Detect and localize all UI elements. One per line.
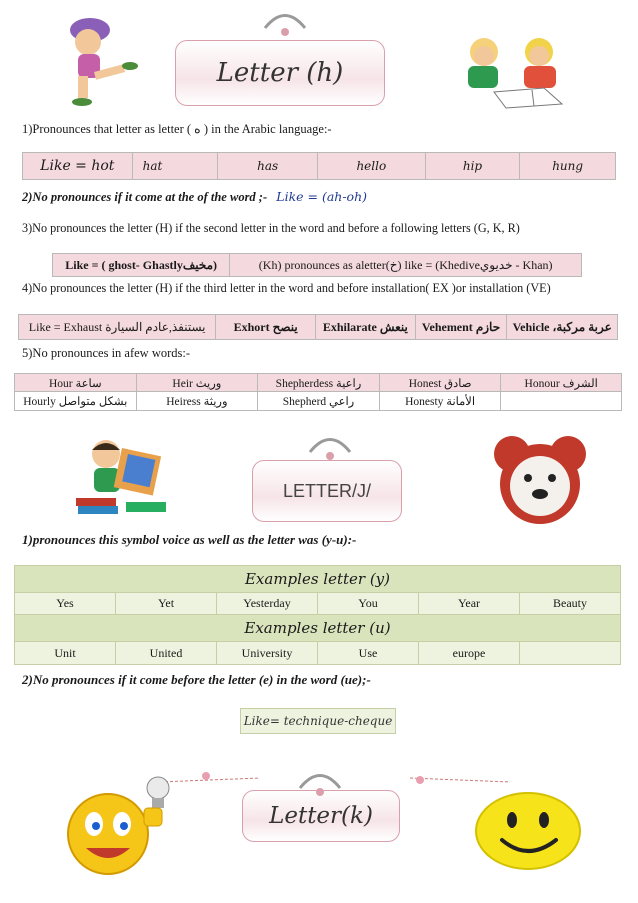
table-cell: University [217, 642, 318, 664]
table-cell [520, 642, 620, 664]
table-cell: United [116, 642, 217, 664]
table-cell: Shepherdess راعية [258, 374, 380, 391]
j-rule-2-text: 2)No pronounces if it come before the letter (e) in the word (ue);- [22, 672, 371, 687]
table-cell: Honest صادق [380, 374, 502, 391]
table-cell: Shepherd راعي [258, 392, 380, 410]
table-cell: hung [552, 159, 584, 173]
table-cell: hat [133, 153, 219, 179]
table-cell: Like = ( ghost- Ghastlyمخيف) [53, 254, 230, 276]
table-cell: Yet [116, 593, 217, 614]
table-cell: Yesterday [217, 593, 318, 614]
technique-example-box [240, 708, 396, 734]
table-cell: has [218, 153, 318, 179]
table-cell: Year [419, 593, 520, 614]
table-cell: Like = Exhaust يستنفذ,عادم السيارة [19, 315, 216, 339]
table-cell: Honesty الأمانة [380, 392, 502, 410]
rule-5-text: 5)No pronounces in afew words:- [22, 346, 191, 360]
table-row [15, 593, 620, 615]
table-cell: Hourly بشكل متواصل [15, 392, 137, 410]
table-cell: Vehicle ،عربة مركبة [512, 319, 612, 334]
table-cell: hello [318, 153, 426, 179]
table-cell: europe [419, 642, 520, 664]
y-u-examples-table [14, 565, 621, 665]
stethoscope-ornament-icon [255, 8, 315, 38]
letter-h-title-banner [175, 40, 385, 106]
table-cell: Beauty [553, 596, 587, 610]
j-rule-1-text: 1)pronounces this symbol voice as well as the letter was (y-u):- [22, 532, 357, 547]
smiley-face-illustration [472, 790, 584, 872]
technique-example-text: Like= technique-cheque [243, 714, 393, 728]
smiley-with-lightbulb-illustration [62, 772, 174, 888]
letter-h-title: Letter (h) [216, 58, 344, 88]
examples-y-header: Examples letter (y) [15, 566, 620, 593]
letter-j-title-banner [252, 460, 402, 522]
ex-ve-examples-table [18, 314, 618, 340]
rule-1-text: 1)Pronounces that letter as letter ( ه ) in the Arabic language:- [22, 122, 332, 136]
table-cell: (Kh) pronounces as aletter(خ) like = (Khediveخديوي - Khan) [258, 257, 553, 272]
table-cell: Exhort ينصح [216, 315, 316, 339]
table-row [15, 374, 621, 392]
table-row [15, 392, 621, 410]
table-cell: Vehement حازم [416, 315, 508, 339]
rule-3-text: 3)No pronounces the letter (H) if the second letter in the word and before a following letters (G, K, R) [22, 221, 520, 235]
letter-k-title-banner [242, 790, 400, 842]
gh-examples-table [52, 253, 582, 277]
teddy-bear-illustration [482, 428, 598, 532]
table-cell: Unit [15, 642, 116, 664]
flower-divider-icon [160, 768, 270, 788]
children-reading-illustration [444, 30, 584, 110]
table-cell: You [318, 593, 419, 614]
flower-divider-icon [400, 768, 510, 788]
table-cell [501, 392, 621, 410]
rule-2-example: Like = (ah-oh) [276, 189, 368, 204]
table-cell: Exhilarate ينعش [316, 315, 416, 339]
table-cell: Heiress وريثة [137, 392, 259, 410]
letter-j-title: LETTER/J/ [282, 480, 371, 501]
rule-2-line [22, 189, 367, 205]
silent-h-words-table [14, 373, 622, 411]
table-cell: Yes [15, 593, 116, 614]
table-cell: Use [318, 642, 419, 664]
table-cell: Honour الشرف [524, 377, 598, 390]
letter-k-title: Letter(k) [269, 803, 373, 829]
table-cell: Like = hot [23, 153, 133, 179]
table-cell: Hour ساعة [15, 374, 137, 391]
stethoscope-ornament-icon [300, 430, 360, 460]
stethoscope-ornament-icon [290, 766, 350, 796]
table-cell: hip [426, 153, 521, 179]
hot-examples-table [22, 152, 616, 180]
rule-4-text: 4)No pronounces the letter (H) if the third letter in the word and before installation( EX )or installation (VE) [22, 281, 551, 295]
table-cell: Heir وريث [137, 374, 259, 391]
examples-u-header: Examples letter (u) [15, 615, 620, 642]
rule-2-text: 2)No pronounces if it come at the of the word ;- [22, 190, 268, 204]
boy-with-books-illustration [66, 432, 182, 522]
table-row [15, 642, 620, 664]
boy-kicking-illustration [40, 8, 140, 108]
